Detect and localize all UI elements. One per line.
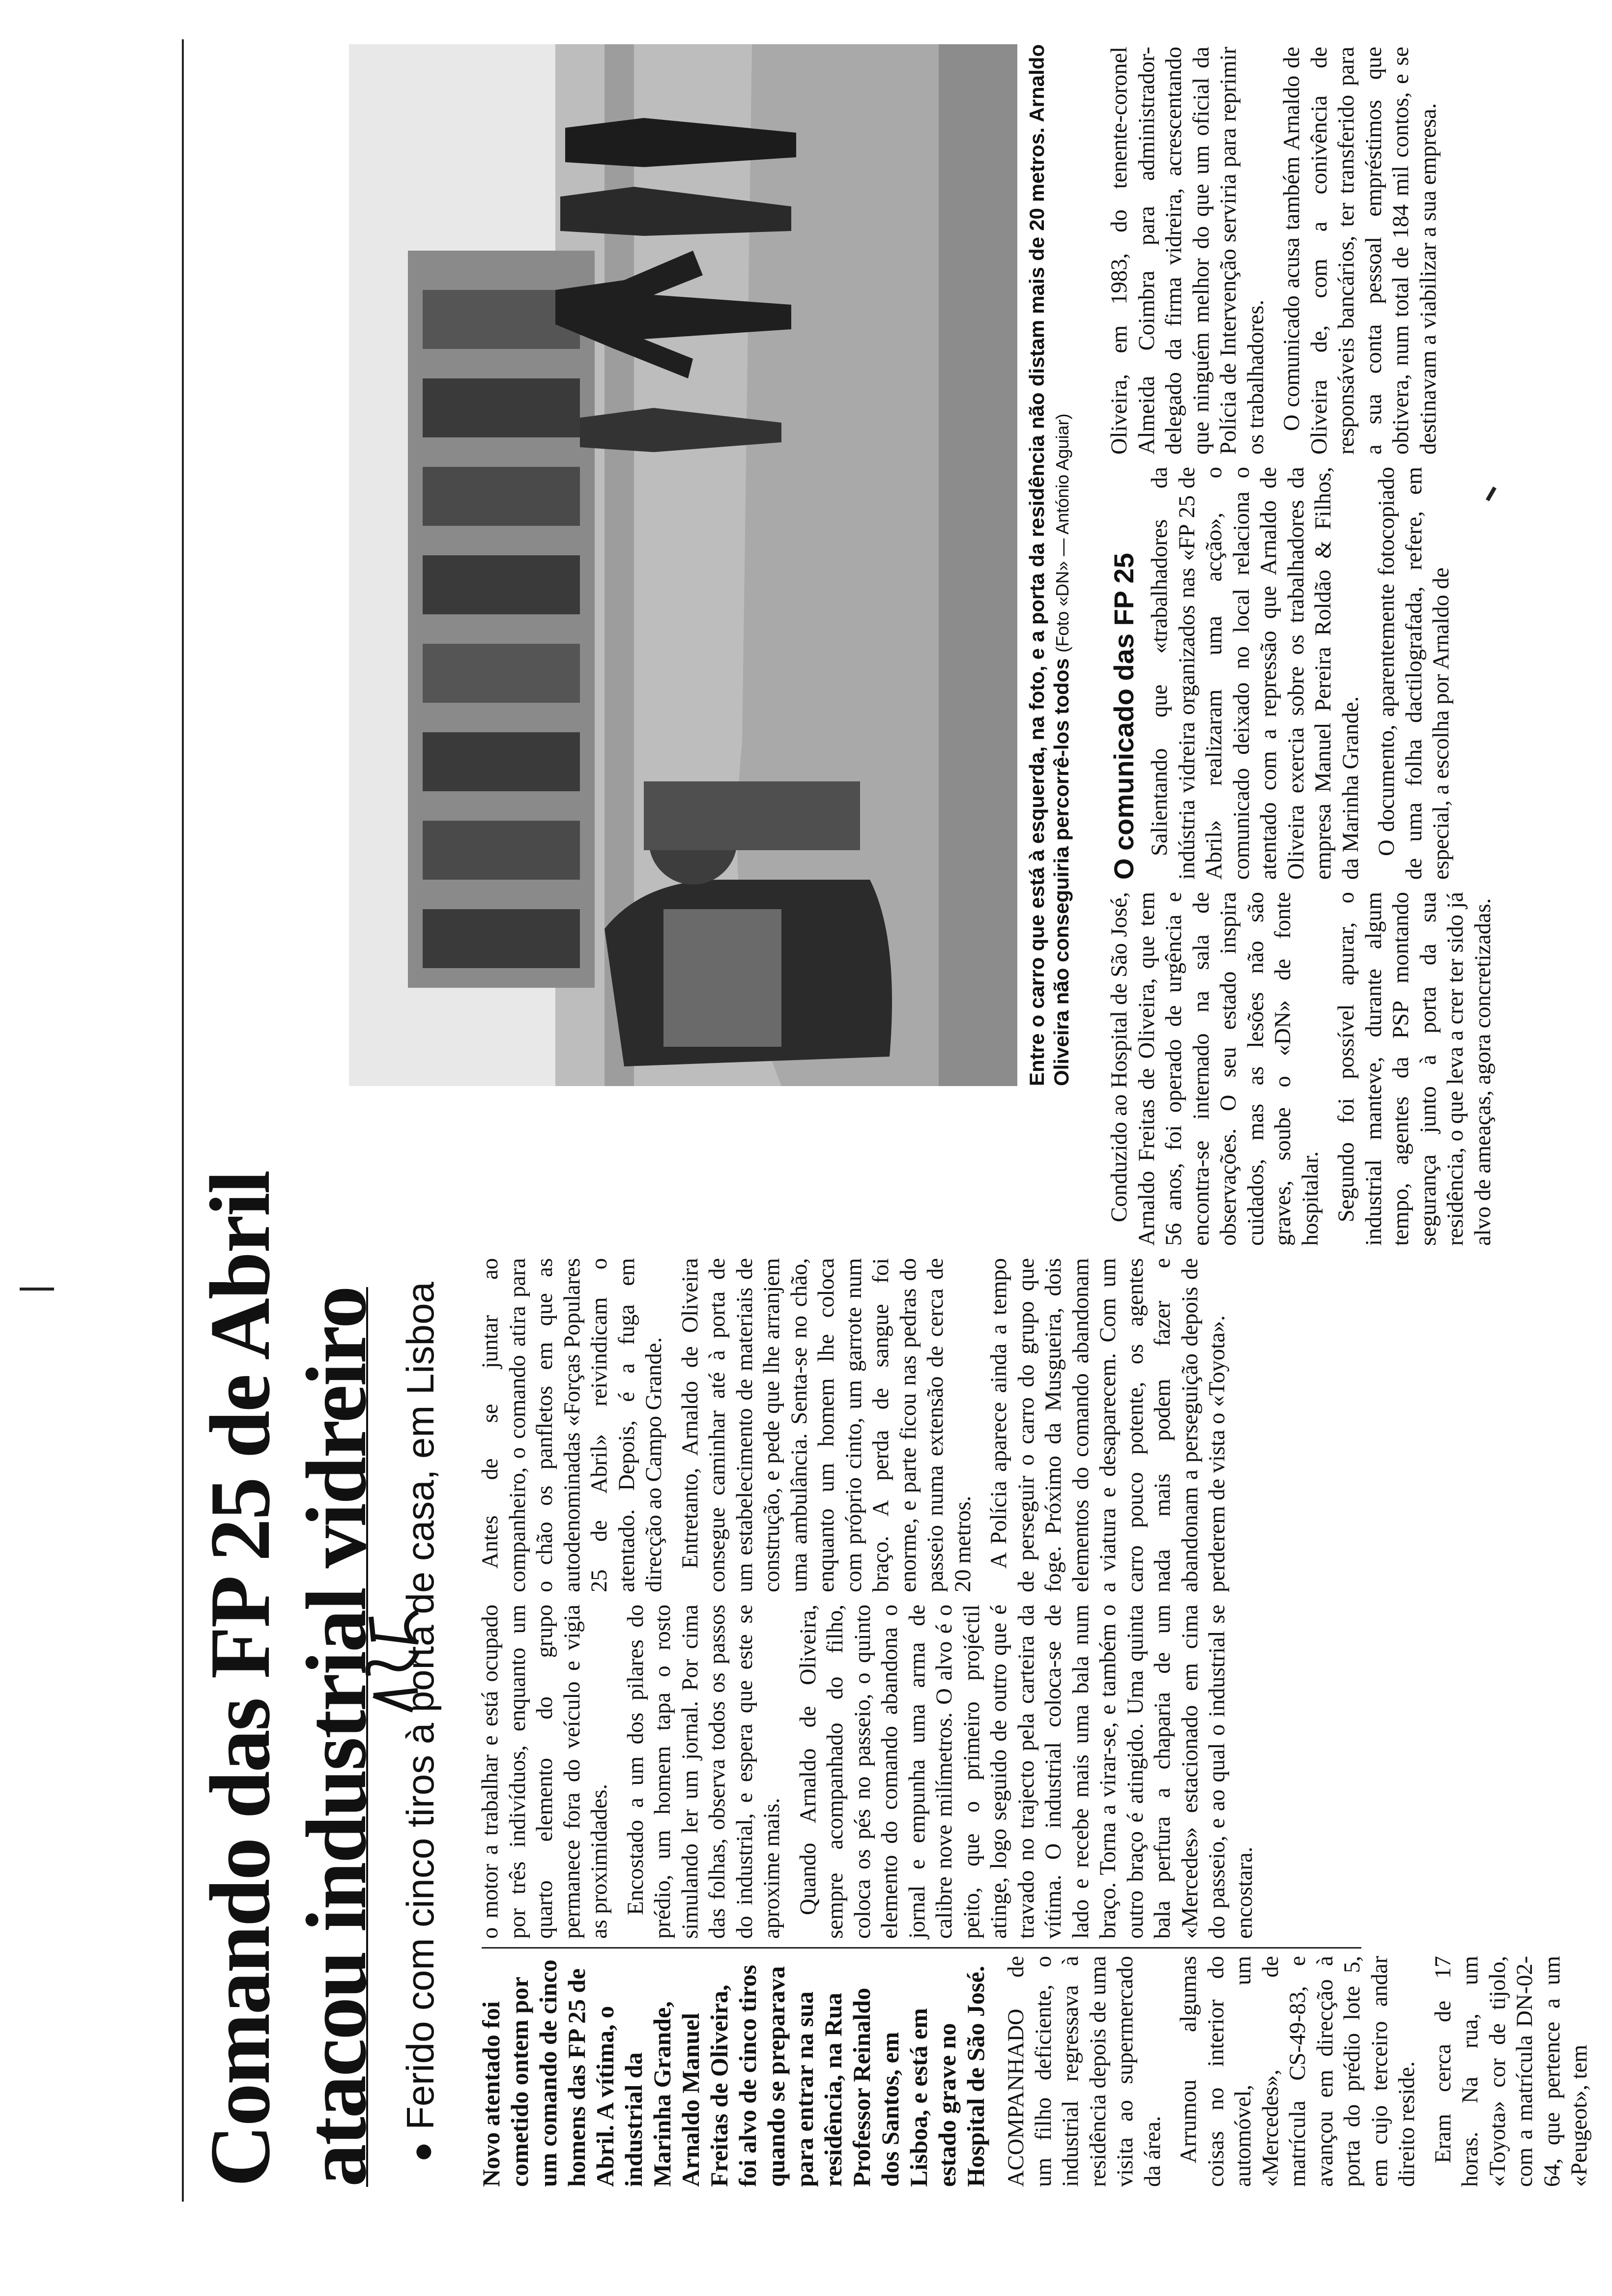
col5-paragraph-2: O documento, aparentemente fotocopiado de uma folha dactilografada, refere, em especial, a escolha por Arnaldo de <box>1374 467 1454 880</box>
col3-paragraph-2: Entretanto, Arnaldo de Oliveira consegue caminhar até à porta de um estabelecimento de materiais de construção, e pede que lhe arranjem uma ambulância. Senta-se no chão, enquanto um homem lhe coloca com próprio cinto, um garrote num braço. A perda de sangue foi enorme, e parte ficou nas pedras do passeio numa extensão de cerca de 20 metros. <box>677 1258 976 1592</box>
newspaper-clipping <box>182 39 1592 2202</box>
handwritten-note <box>359 1602 432 1715</box>
photo-credit: (Foto «DN» — António Aguiar) <box>1052 413 1072 653</box>
lead-paragraph: Novo atentado foi cometido ontem por um comando de cinco homens das FP 25 de Abril. A vítima, o industrial da Marinha Grande, Arnaldo Manuel Freitas de Oliveira, foi alvo de cinco tiros quando se preparava para entrar na sua residência, na Rua Professor Reinaldo dos Santos, em Lisboa, e está em estado grave no Hospital de São José. <box>477 1959 989 2187</box>
section-heading: O comunicado das FP 25 <box>1108 553 1139 880</box>
bullet-icon: ● <box>403 2141 441 2162</box>
col5-paragraph-1: Salientando que «trabalhadores da indústria vidreira organizados nas «FP 25 de Abril» realizaram uma acção», o comunicado deixado no local relaciona o atentado com a repressão que Arnaldo de Oliveira exercia sobre os trabalhadores da empresa Manuel Pereira Roldão & Filhos, da Marinha Grande. <box>1147 467 1363 880</box>
column-2 <box>477 1605 1267 1939</box>
col2-paragraph-2: Encostado a um dos pilares do prédio, um homem tapa o rosto simulando ler um jornal. Por cima das folhas, observa todos os passos do industrial, e espera que este se aproxime mais. <box>623 1605 784 1939</box>
column-5 <box>1106 467 1464 880</box>
column-3 <box>477 1258 1240 1592</box>
column-1 <box>477 1956 1602 2187</box>
scan-mark <box>20 1288 54 1291</box>
col1-paragraph-1: ACOMPANHADO de um filho deficiente, o industrial regressava à residência depois de uma visita ao supermercado da área. <box>1004 1956 1165 2187</box>
col4-paragraph-2: Segundo foi possível apurar, o industrial manteve, durante algum tempo, agentes da PSP montando segurança junto à porta da sua residência, o que leva a crer ter sido já alvo de ameaças, agora concretizadas. <box>1334 892 1496 1246</box>
col3-paragraph-1: Antes de se juntar ao companheiro, o comando atira para o chão os panfletos em que as autodenominadas «Forças Populares 25 de Abril» reivindicam o atentado. Depois, é a fuga em direcção ao Campo Grande. <box>478 1258 666 1592</box>
news-photo <box>349 44 1017 1086</box>
photo-caption <box>1025 44 1075 1086</box>
col3-paragraph-3: A Polícia aparece ainda a tempo de perseguir o carro do grupo que foge. Próximo da Musgueira, dois elementos do comando abandonam a viatura e desaparecem. Com um carro pouco potente, os agentes nada mais podem fazer e abandonam a perseguição depois de perderem de vista o «Toyota». <box>986 1258 1230 1592</box>
street-scene-image <box>349 44 1017 1086</box>
col6-paragraph-1: Oliveira, em 1983, do tenente-coronel Almeida Coimbra para administrador-delegado da firma vidreira, acrescentando que ninguém melhor do que um oficial da Polícia de Intervenção serviria para reprimir os trabalhadores. <box>1107 47 1268 455</box>
column-divider <box>482 1947 1361 1949</box>
col2-paragraph-3: Quando Arnaldo de Oliveira, sempre acompanhado do filho, coloca os pés no passeio, o quinto elemento do comando abandona o jornal e empunha uma arma de calibre nove milímetros. O alvo é o peito, que o primeiro projéctil atinge, logo seguido de outro que é travado no trajecto pela carteira da vítima. O industrial coloca-se de lado e recebe mais uma bala num braço. Torna a virar-se, e também o outro braço é atingido. Uma quinta bala perfura a chaparia de um «Mercedes» estacionado em cima do passeio, e ao qual o industrial se encostara. <box>795 1605 1257 1939</box>
col6-paragraph-2: O comunicado acusa também Arnaldo de Oliveira de, com a conivência de responsáveis bancários, ter transferido para a sua conta pessoal empréstimos que obtivera, num total de 184 mil contos, e se destinavam a viabilizar a sua empresa. <box>1279 47 1441 455</box>
headline-line-2: atacou industrial vidreiro <box>288 1287 384 2187</box>
subheadline-text: Ferido com cinco tiros à porta de casa, em Lisboa <box>399 1282 442 2130</box>
headline <box>192 1106 384 2187</box>
col1-paragraph-3: Eram cerca de 17 horas. Na rua, um «Toyota» cor de tijolo, com a matrícula DN-02-64, que pertence a um «Peugeot», tem <box>1430 1956 1592 2187</box>
column-4 <box>1106 892 1505 1246</box>
scan-mark <box>1486 487 1497 501</box>
headline-line-1: Comando das FP 25 de Abril <box>192 1171 288 2187</box>
column-6 <box>1106 47 1451 455</box>
col1-paragraph-2: Arrumou algumas coisas no interior do automóvel, um «Mercedes», de matrícula CS-49-83, e avançou em direcção à porta do prédio lote 5, em cujo terceiro andar direito reside. <box>1176 1956 1419 2187</box>
photo-caption-text: Entre o carro que está à esquerda, na foto, e a porta da residência não distam mais de 20 metros. Arnaldo Oliveira não conseguiria percorrê-los todos <box>1025 44 1073 1086</box>
col2-paragraph-1: o motor a trabalhar e está ocupado por três indivíduos, enquanto um quarto elemento do grupo permanece fora do veículo e vigia as proximidades. <box>478 1605 612 1939</box>
col4-paragraph-1: Conduzido ao Hospital de São José, Arnaldo Freitas de Oliveira, que tem 56 anos, foi operado de urgência e encontra-se internado na sala de observações. O seu estado inspira cuidados, mas as lesões não são graves, soube o «DN» de fonte hospitalar. <box>1107 892 1323 1246</box>
top-rule <box>182 39 184 2202</box>
